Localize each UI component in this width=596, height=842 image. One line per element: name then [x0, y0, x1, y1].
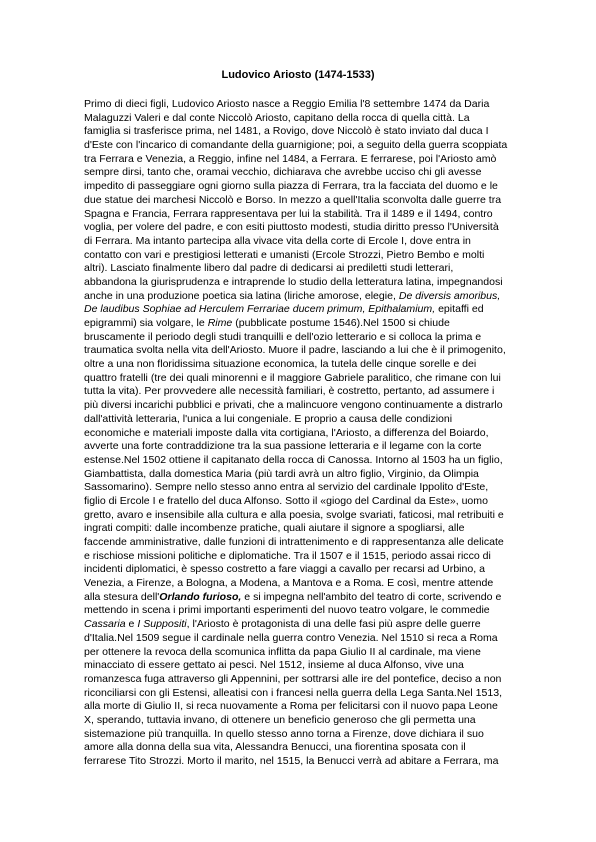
text-line [84, 249, 524, 263]
text-run: alla stesura dell' [84, 590, 160, 603]
text-run: figlio di Ercole I e fratello del duca Alfonso. Sotto il «giogo del Cardinal da Este», uomo [84, 494, 488, 507]
text-run: e rischiose missioni politiche e diplomatiche. Tra il 1507 e il 1515, periodo assai ricco di [84, 549, 491, 562]
text-line [84, 194, 524, 208]
text-line [84, 208, 524, 222]
styled-text: Rime [207, 317, 233, 329]
text-run: Malaguzzi Valeri e dal conte Niccolò Ariosto, capitano della rocca di quella città. La [84, 111, 470, 124]
text-line [84, 604, 524, 618]
text-run: quattro fratelli (tre dei quali minorenni e il maggiore Gabriele paralitico, che rimane con lui [84, 371, 501, 384]
text-run: estense.Nel 1502 ottiene il capitanato della rocca di Canossa. Intorno al 1503 ha un figlio, [84, 453, 503, 466]
text-line [84, 632, 524, 646]
text-line [84, 687, 524, 701]
text-line [84, 290, 524, 304]
text-run: gretto, avaro e insensibile alla cultura e alla poesia, svolge svariati, faticosi, mal retribuiti e [84, 508, 504, 521]
text-run: economiche e materiali imposte dalla vita cortigiana, l'Ariosto, a differenza del Boiardo, [84, 426, 489, 439]
text-run: Venezia, a Firenze, a Bologna, a Modena, a Mantova e a Roma. E così, mentre attende [84, 577, 494, 590]
text-run: voglia, per volere del padre, e con esiti piuttosto modesti, studia diritto presso l'Università [84, 221, 499, 234]
text-run: Spagna e Francia, Ferrara rappresentava per lui la stabilità. Tra il 1489 e il 1494, contro [84, 207, 493, 220]
text-run: due statue dei marchesi Niccolò e Borso. In mezzo a quell'Italia sconvolta dalle guerre tra [84, 193, 502, 206]
text-run: tra Ferrara e Venezia, a Reggio, infine nel 1484, a Ferrara. E ferrarese, poi l'Ariosto amò [84, 152, 497, 165]
text-run: d'Italia.Nel 1509 segue il cardinale nella guerra contro Venezia. Nel 1510 si reca a Roma [84, 631, 498, 644]
text-line [84, 180, 524, 194]
text-line [84, 372, 524, 386]
text-run: sempre dirsi, tanto che, oramai vecchio, dichiarava che avrebbe ucciso chi gli avesse [84, 166, 482, 179]
text-line [84, 468, 524, 482]
text-run: avverte una forte contraddizione tra la sua passione letteraria e il legame con la corte [84, 440, 482, 453]
text-line [84, 399, 524, 413]
text-run: per ottenere la revoca della scomunica inflitta da papa Giulio II al cardinale, ma viene [84, 645, 481, 658]
text-run: (pubblicate postume 1546).Nel 1500 si chiude [232, 317, 450, 329]
text-run: tutta la vita). Per provvedere alle necessità familiari, è costretto, pertanto, ad assumere i [84, 385, 495, 398]
text-line [84, 317, 524, 331]
text-run: bruscamente il periodo degli studi tranquilli e dell'ozio letterario e si colloca la prima e [84, 330, 482, 343]
text-run: di Ferrara. Ma intanto partecipa alla vivace vita della corte di Ercole I, dove entra in [84, 234, 471, 247]
text-line [84, 509, 524, 523]
text-line [84, 112, 524, 126]
text-run: e si impegna nell'ambito del teatro di corte, scrivendo e [241, 590, 502, 603]
text-run: ingrati compiti: dalle incombenze pratiche, quali aiutare il signore a spogliarsi, alle [84, 522, 465, 535]
text-run: dall'attività letteraria, l'unica a lui congeniale. E proprio a causa delle condizioni [84, 412, 453, 425]
text-run: sistemazione più tranquilla. In quello stesso anno torna a Firenze, dove dichiara il suo [84, 727, 484, 740]
text-run: ferrarese Tito Strozzi. Morto il marito, nel 1515, la Benucci verrà ad abitare a Ferrara, ma [84, 755, 499, 767]
text-line [84, 700, 524, 714]
text-run: mettendo in scena i primi importanti esperimenti del nuovo teatro volgare, le commedie [84, 604, 490, 617]
text-line [84, 166, 524, 180]
text-line [84, 741, 524, 755]
body-paragraph [84, 98, 524, 769]
text-run: traumatica svolta nella vita dell'Ariosto. Muore il padre, lasciando a lui che è il primogenito, [84, 344, 506, 357]
text-run: Primo di dieci figli, Ludovico Ariosto nasce a Reggio Emilia l'8 settembre 1474 da Daria [84, 98, 490, 110]
text-line [84, 413, 524, 427]
text-line [84, 495, 524, 509]
text-line [84, 659, 524, 673]
text-line [84, 344, 524, 358]
text-line [84, 221, 524, 235]
text-line [84, 235, 524, 249]
text-line [84, 139, 524, 153]
styled-text: I Suppositi [137, 618, 187, 631]
text-run: più diversi incarichi pubblici e privati, che a malincuore vengono continuamente a distrarlo [84, 399, 503, 412]
text-line [84, 536, 524, 550]
text-line [84, 331, 524, 345]
text-run: X, sperando, tuttavia invano, di ottenere un beneficio generoso che gli permetta una [84, 713, 476, 726]
text-run: contatto con vari e prestigiosi letterati e umanisti (Ercole Strozzi, Pietro Bembo e molti [84, 248, 485, 261]
text-line [84, 728, 524, 742]
text-run: impedito di passeggiare ogni giorno sulla piazza di Ferrara, tra la facciata del duomo e le [84, 180, 498, 193]
text-line [84, 98, 524, 112]
text-run: amore alla donna della sua vita, Alessandra Benucci, una fiorentina sposata con il [84, 741, 466, 754]
text-line [84, 714, 524, 728]
styled-text: Orlando furioso, [159, 590, 242, 603]
text-run: abbandona la giurisprudenza e intraprende lo studio della letteratura latina, impegnandosi [84, 275, 503, 288]
text-run: epigrammi) sia volgare, le [84, 317, 208, 329]
text-run: d'Este con l'incarico di comandante della guarnigione; poi, a seguito della guerra scoppiata [84, 139, 508, 152]
document-title: Ludovico Ariosto (1474-1533) [221, 69, 375, 81]
text-line [84, 577, 524, 591]
styled-text: Cassaria [84, 618, 126, 631]
text-line [84, 303, 524, 317]
text-line [84, 673, 524, 687]
text-line [84, 276, 524, 290]
styled-text: De laudibus Sophiae ad Herculem Ferrariae ducem primum, Epithalamium, [84, 303, 436, 316]
text-run: e [125, 618, 138, 631]
text-run: Sassomarino). Sempre nello stesso anno entra al servizio del cardinale Ippolito d'Este, [84, 481, 489, 494]
text-line [84, 563, 524, 577]
text-line [84, 262, 524, 276]
text-run: romanzesca fuga attraverso gli Appennini, per sottrarsi alle ire del pontefice, deciso a non [84, 672, 502, 685]
text-run: faccende amministrative, dalle funzioni di intrattenimento e di rappresentanza alle delicate [84, 536, 504, 548]
text-run: riconciliarsi con gli Estensi, alleatisi con i francesi nella guerra della Lega Santa.Nel 1513, [84, 686, 503, 699]
text-line [84, 591, 524, 605]
styled-text: De diversis amoribus, [398, 289, 501, 302]
text-line [84, 646, 524, 660]
text-line [84, 358, 524, 372]
text-line [84, 618, 524, 632]
text-run: anche in una produzione poetica sia latina (liriche amorose, elegie, [84, 289, 399, 302]
text-run: famiglia si trasferisce prima, nel 1481, a Rovigo, dove Niccolò è stato inviato dal duca I [84, 125, 489, 138]
text-line [84, 454, 524, 468]
text-run: altri). Lasciato finalmente libero dal padre di dedicarsi ai prediletti studi letterari, [84, 262, 454, 275]
text-line [84, 385, 524, 399]
text-run: oltre a una non floridissima situazione economica, la tutela delle cinque sorelle e dei [84, 358, 477, 371]
text-line [84, 522, 524, 536]
text-run: alla morte di Giulio II, si reca nuovamente a Roma per felicitarsi con il nuovo papa Leone [84, 700, 498, 713]
text-run: epitaffi ed [435, 303, 484, 316]
text-line [84, 550, 524, 564]
text-run: , l'Ariosto è protagonista di una delle fasi più aspre delle guerre [186, 618, 481, 631]
text-run: Giambattista, dalla domestica Maria (più tardi avrà un altro figlio, Virginio, da Olimpia [84, 467, 479, 480]
text-line [84, 153, 524, 167]
text-run: minacciato di essere gettato ai pesci. Nel 1512, insieme al duca Alfonso, vive una [84, 659, 464, 672]
text-line [84, 125, 524, 139]
text-line [84, 755, 524, 769]
text-run: incidenti diplomatici, è spesso costretto a fare viaggi a cavallo per recarsi ad Urbino, a [84, 563, 485, 576]
text-line [84, 427, 524, 441]
text-line [84, 481, 524, 495]
text-line [84, 440, 524, 454]
